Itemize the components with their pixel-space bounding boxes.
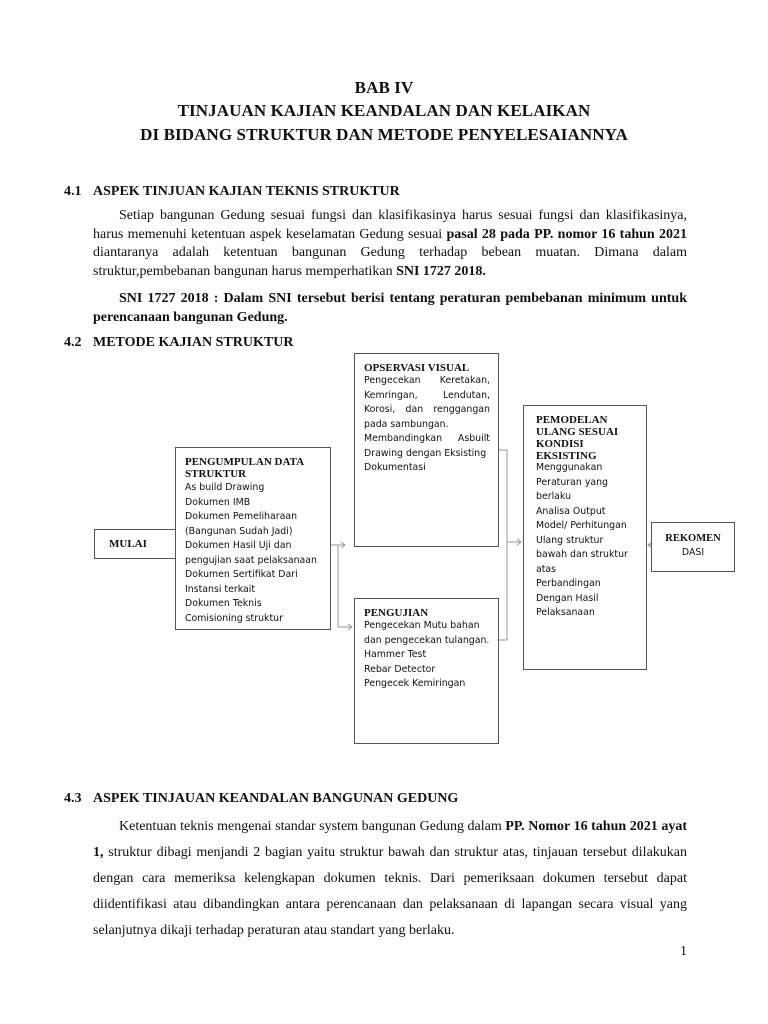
remodeling-title-line-1: PEMODELAN — [536, 414, 608, 426]
section-4-1-text-c: diantaranya adalah ketentuan bangunan Gedung terhadap bebean muatan. Dimana dalam struktur,pembebanan bangunan harus memperhatikan — [93, 245, 687, 279]
remodeling-items — [536, 461, 628, 621]
visual-observation-item: Drawing dengan Eksisting — [364, 447, 487, 459]
section-4-1-text-bold-reference: pasal 28 pada PP. nomor 16 tahun 2021 — [446, 226, 687, 242]
connector-merge — [498, 450, 507, 640]
start-label: MULAI — [109, 538, 147, 550]
remodeling-item: Pelaksanaan — [536, 607, 595, 618]
visual-observation-item: Dokumentasi — [364, 462, 426, 473]
remodeling-item: atas — [536, 563, 557, 575]
testing-item: dan pengecekan tulangan. — [364, 634, 490, 646]
data-collection-item: Comisioning struktur — [185, 612, 283, 624]
visual-observation-title: OPSERVASI VISUAL — [364, 362, 470, 374]
section-4-1-number: 4.1 — [64, 184, 82, 199]
section-4-3-number: 4.3 — [64, 791, 82, 806]
remodeling-title-line-4: EKSISTING — [536, 450, 597, 462]
data-collection-item: Dokumen Hasil Uji dan — [185, 540, 292, 551]
data-collection-item: Instansi terkait — [185, 583, 256, 595]
remodeling-title-line-3: KONDISI — [536, 438, 584, 450]
remodeling-item: Peraturan yang — [536, 476, 609, 488]
remodeling-item: Menggunakan — [536, 462, 603, 473]
flowchart-testing-box — [354, 598, 499, 744]
section-4-3-text-a: Ketentuan teknis mengenai standar system bangunan Gedung dalam — [119, 819, 506, 834]
data-collection-item: Dokumen IMB — [185, 496, 251, 508]
section-4-3-text-c: struktur dibagi menjandi 2 bagian yaitu struktur bawah dan struktur atas, tinjauan tersebut dilakukan dengan cara memeriksa kelengkapan dokumen teknis. Dari pemeriksaan dokumen tersebut dapat diidentifikasi atau dibandingkan antara perencanaan dan pelaksanaan di lapangan secara visual yang selanjutnya dikaji terhadap peraturan atau standart yang berlaku. — [93, 845, 687, 938]
remodeling-item: Model/ Perhitungan — [536, 520, 627, 531]
testing-item: Pengecek Kemiringan — [364, 678, 466, 689]
visual-observation-item: Pengecekan Keretakan, — [364, 375, 490, 386]
data-collection-item: As build Drawing — [185, 482, 265, 493]
flowchart-visual-observation-box — [354, 353, 499, 547]
data-collection-item: Dokumen Pemeliharaan — [185, 511, 298, 522]
remodeling-item: Dengan Hasil — [536, 592, 599, 604]
visual-observation-item: Kemringan, Lendutan, — [364, 389, 490, 401]
data-collection-item: pengujian saat pelaksanaan — [185, 554, 317, 566]
visual-observation-item: Korosi, dan renggangan — [364, 404, 490, 415]
testing-title: PENGUJIAN — [364, 607, 429, 619]
section-4-1-title: ASPEK TINJUAN KAJIAN TEKNIS STRUKTUR — [93, 184, 400, 199]
section-4-2-number: 4.2 — [64, 335, 82, 350]
section-4-3-text-bold-reference: PP. Nomor 16 tahun 2021 ayat 1, — [93, 819, 687, 860]
visual-observation-item: pada sambungan. — [364, 418, 449, 430]
page-number: 1 — [680, 944, 687, 959]
remodeling-title — [536, 414, 618, 462]
data-collection-item: Dokumen Sertifikat Dari — [185, 569, 298, 580]
visual-observation-item: Membandingkan Asbuilt — [364, 433, 490, 444]
data-collection-title-line-1: PENGUMPULAN DATA — [185, 456, 305, 468]
testing-item: Pengecekan Mutu bahan — [364, 620, 480, 631]
testing-items — [364, 619, 489, 692]
chapter-number: BAB IV — [354, 78, 414, 97]
flowchart-start-box — [94, 529, 176, 559]
section-4-3-paragraph — [93, 814, 687, 944]
remodeling-item: berlaku — [536, 491, 572, 502]
data-collection-title-line-2: STRUKTUR — [185, 468, 247, 480]
visual-observation-items — [364, 374, 490, 476]
recommendation-line-2: DASI — [681, 547, 705, 558]
section-4-1-text-a: Setiap bangunan Gedung sesuai fungsi dan klasifikasinya harus sesuai fungsi dan klasifikasinya, harus memenuhi ketentuan aspek keselamatan Gedung sesuai — [93, 208, 687, 242]
remodeling-title-line-2: ULANG SESUAI — [536, 426, 619, 438]
section-4-2-title: METODE KAJIAN STRUKTUR — [93, 335, 294, 350]
data-collection-items — [185, 481, 317, 626]
remodeling-item: Ulang struktur — [536, 534, 604, 546]
chapter-title-line-1: TINJAUAN KAJIAN KEANDALAN DAN KELAIKAN — [177, 101, 591, 120]
section-4-1-text-bold-sni: SNI 1727 2018. — [396, 263, 486, 279]
flowchart-remodeling-box — [523, 405, 647, 670]
testing-item: Rebar Detector — [364, 663, 436, 675]
flowchart-data-collection-box — [175, 447, 331, 630]
recommendation-line-1: REKOMEN — [665, 533, 721, 544]
remodeling-item: Perbandingan — [536, 578, 601, 589]
section-4-3-title: ASPEK TINJAUAN KEANDALAN BANGUNAN GEDUNG — [93, 791, 459, 806]
data-collection-item: Dokumen Teknis — [185, 598, 262, 609]
data-collection-item: (Bangunan Sudah Jadi) — [185, 525, 293, 537]
flowchart-recommendation-box — [651, 522, 735, 572]
remodeling-item: bawah dan struktur — [536, 549, 628, 560]
section-4-1-sni-note: SNI 1727 2018 : Dalam SNI tersebut berisi tentang peraturan pembebanan minimum untuk perencanaan bangunan Gedung. — [93, 291, 687, 325]
remodeling-item: Analisa Output — [536, 505, 606, 517]
testing-item: Hammer Test — [364, 649, 427, 660]
chapter-title-line-2: DI BIDANG STRUKTUR DAN METODE PENYELESAIANNYA — [140, 125, 628, 144]
